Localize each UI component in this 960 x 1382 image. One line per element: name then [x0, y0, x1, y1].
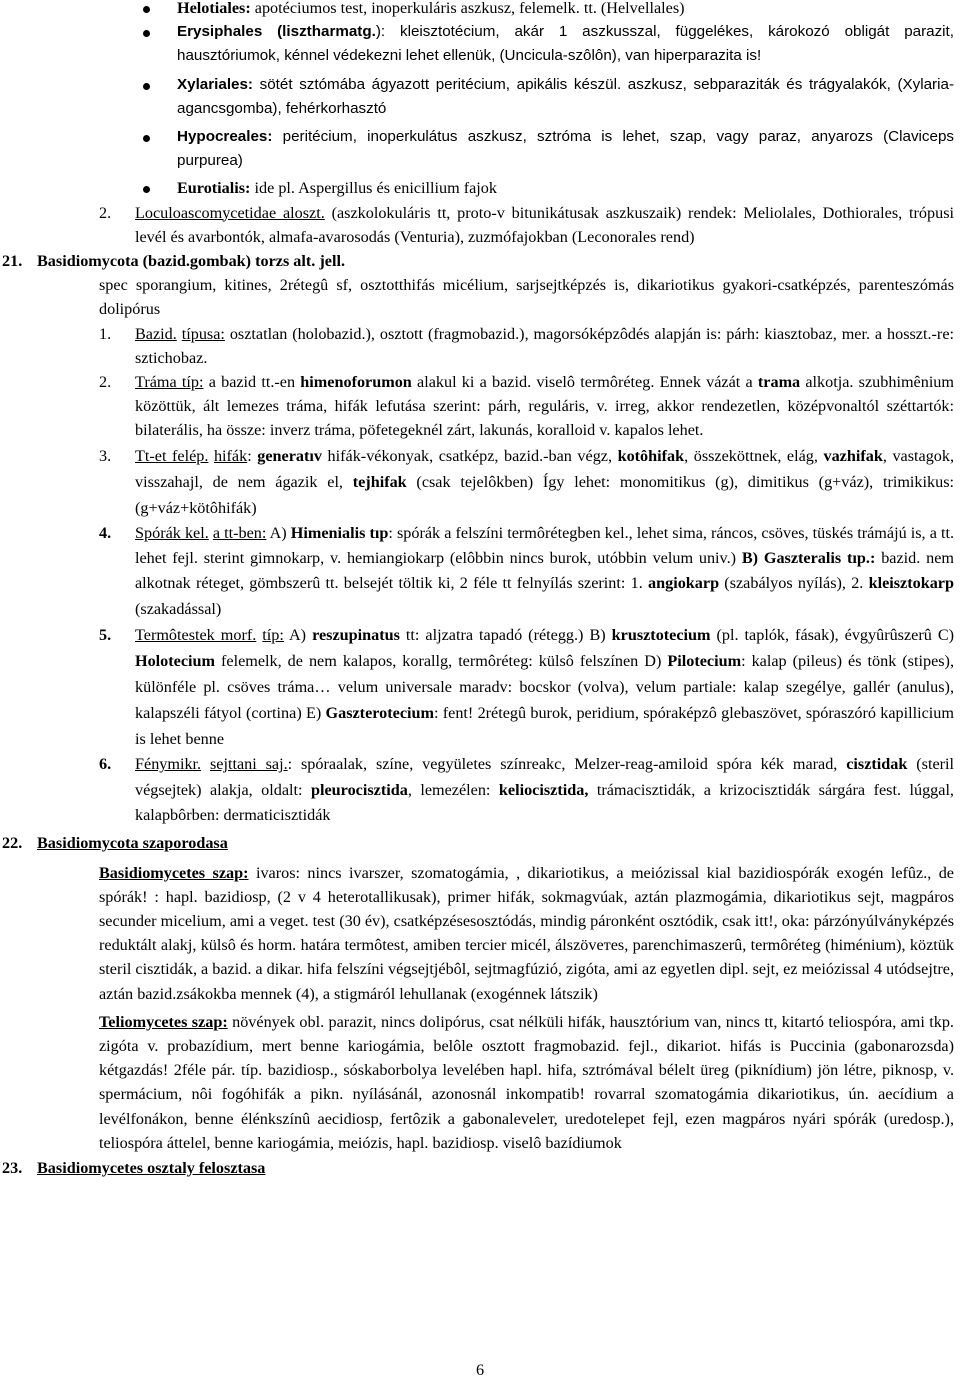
list-item-fenymikr: 6. Fénymikr. sejttani saj.: spóraalak, színe, vegyületes színreakc, Melzer-reag-amiloid spóra kék marad, cisztidak (steril végsejtek) alakja, oldalt: pleurocisztida, lemezélen: keliocisztida, trámacisztidák, a krizocisztidák sárgára fest. lúggal, kalapbôrben: dermaticisztidák [99, 755, 955, 825]
bullet-icon [143, 6, 150, 13]
page-number: 6 [475, 1361, 485, 1379]
bullet-icon [143, 135, 150, 142]
bullet-helotiales: Helotiales: apotéciumos test, inoperkuláris aszkusz, felemelk. tt. (Helvellales) [0, 0, 960, 20]
bullet-icon [143, 30, 150, 37]
list-item-trama-tip: 2. Trámа típ: a bazid tt.-en himenoforumon alakul ki a bazid. viselô termôréteg. Ennek vázát a trama alkotja. szubhimênium közöttük, ált lemezes tráma, hifák lefutása szerint: párh, reguláris, v. irreg, akkor rendezetlen, középvonaltól széttartók: bilaterális, ha össze: inverz tráma, pöfetegeknél zárt, lakunás, koralloid v. kapalos lehet. [99, 373, 954, 440]
bullet-icon [143, 186, 150, 193]
section-21-intro: spec sporangium, kitines, 2rétegû sf, osztotthifás micélium, sarjsejtképzés is, dikariotikus gyakori-csatképzés, parenteszómás dolipórus [99, 276, 954, 319]
bullet-xylariales: Xylariales: sötét sztómába ágyazott peritécium, apikális készül. aszkusz, sebparaziták és trágyalakók, (Xylaria-agancsgomba), fehérkorhasztó [0, 73, 960, 121]
list-item-termotestek: 5. Termôtestek morf. típ: A) reszupinatus tt: aljzatra tapadó (rétegg.) B) krusztotecium (pl. taplók, fásak), évgyûrûszerû C) Holotecium felemelk, de nem kalapos, korallg, termôréteg: külsô felszínen D) Pilotecium: kalap (pileus) és tönk (stipes), különféle pl. csöves tráma… velum universale maradv: bocskor (volva), velum partiale: kalap szegélye, gallér (anulus), kalapszéli fátyol (cortina) E) Gaszterotecium: fent! 2rétegû burok, peridium, spóraképzô glebaszövet, spóraszóró kapillicium is lehet benne [99, 626, 955, 749]
paragraph-basidiomycetes-szap: Basidiomycetes szap: ivaros: nincs ivarszer, szomatogámia, , dikariotikus, a meiózissal kial bazidiospórák exogén lefûz., de spórák! : hapl. bazidiosp, (2 v 4 heterotallikusak), primer hifák, sokmagvúak, aztán plazmogámia, dikariotikus sejt, magpáros secunder micelium, ami a veget. test (30 év), csatképzésesosztódás, mindig páronként osztódik, csak itt!, oka: párzónyúlványképzés reduktált alakj, külsô és horm. határa termôtest, amiben tercier micél, álszöveтes, parenchimaszerû, termôréteg (himénium), köztük steril cisztidák, a bazid. a dikar. hifa felszíni végsejtjébôl, sejtmagfúzió, zigóta, ami az egyetlen dipl. sejt, ez meiózissal 4 utódsejtre, aztán bazid.zsákokba mennek (4), a stigmáról lehullanak (exogénnek látszik) [99, 863, 954, 1003]
list-item-sporak-kel: 4. Spórák kel. a tt-ben: A) Himenialis tıp: spórák a felszíni termôrétegben kel., lehet sima, ráncos, csöves, tüskés trámájú is, a tt. lehet fejl. sterint gimnokarp, v. hemiangiokarp (elôbbin nincs burok, utóbbin velum univ.) B) Gaszteralis tıp.: bazid. nem alkotnak réteget, gömbszerû tt. belsejét töltik ki, 2 féle tt felnyílás szerint: 1. angiokarp (szabályos nyílás), 2. kleisztokarp (szakadással) [99, 523, 955, 618]
section-heading-21: 21. Basidiomycota (bazid.gombak) torzs alt. jell. [2, 252, 345, 271]
bullet-hypocreales: Hypocreales: peritécium, inoperkulátus aszkusz, sztróma is lehet, szap, vagy paraz, anyarozs (Claviceps purpurea) [0, 125, 960, 173]
list-item-loculoascomycetidae: 2. Loculoascomycetidae aloszt. (aszkolokuláris tt, proto-v bitunikátusak aszkuszaik) rendek: Meliolales, Dothiorales, trópusi levél és avarbontók, almafa-avarosodás (Venturia), zuzmófajokban (Leconorales rend) [99, 203, 954, 246]
bullet-erysiphales: Erysiphales (lisztharmatg.): kleisztotécium, akár 1 aszkusszal, függelékes, károkozó obligát parazit, hausztóriumok, kénnel védekezni lehet ellenük, (Uncicula-szôlôn), van hiperparazita is! [0, 20, 960, 68]
list-item-bazid-tipusa: 1. Bazid. típusa: osztatlan (holobazid.), osztott (fragmobazid.), magorsóképzôdés alapján is: párh: kiasztobaz, mer. a hosszt.-re: sztichobaz. [99, 324, 955, 367]
section-heading-23: 23. Basidiomycetes osztaly felosztasa [2, 1158, 266, 1177]
list-item-hifak: 3. Tt-et felép. hifák: generatıv hifák-vékonyak, csatképz, bazid.-ban végz, kotôhifak, összeköttnek, elág, vazhifak, vastagok, visszahajl, de nem ágazik el, tejhifak (csak tejelôkben) Így lehet: monomitikus (g), dimitikus (g+váz), trimikikus: (g+váz+kötôhifák) [99, 446, 955, 517]
paragraph-teliomycetes-szap: Teliomycetes szap: növények obl. parazit, nincs dolipórus, csat nélküli hifák, hausztórium van, nincs tt, kitartó teliospóra, ami tkp. zigóta v. probazídium, mert benne kariogámia, belôle osztott fragmobazid. fejl., dikariot. hifás is Puccinia (gabonarozsda) kétgazdás! 2féle pár. típ. bazidiosp., sóskaborbolya levelében hapl. hifa, sztrómával bélelt üreg (piknídium) jön létre, piknosp, v. spermácium, nôi fogóhifák a pikn. nyílásánál, azonosnál inkompatib! rovarral szomatogámia dikariotikus, ún. aecídium a levélfonákon, benne élénkszínû aecidiosp, fertôzik a gabonaleveleт, uredoteleреt fejl, ezen magpáros nyári spórák (uredosp.), teliospóra áttelel, benne kariogámia, meiózis, hapl. bazidiosp. viselô bazídiumok [99, 1012, 954, 1152]
bullet-eurotialis: Eurotialis: ide pl. Aspergillus és enicillium fajok [0, 176, 960, 200]
section-heading-22: 22. Basidiomycota szaporodasa [2, 833, 228, 852]
bullet-icon [143, 83, 150, 90]
